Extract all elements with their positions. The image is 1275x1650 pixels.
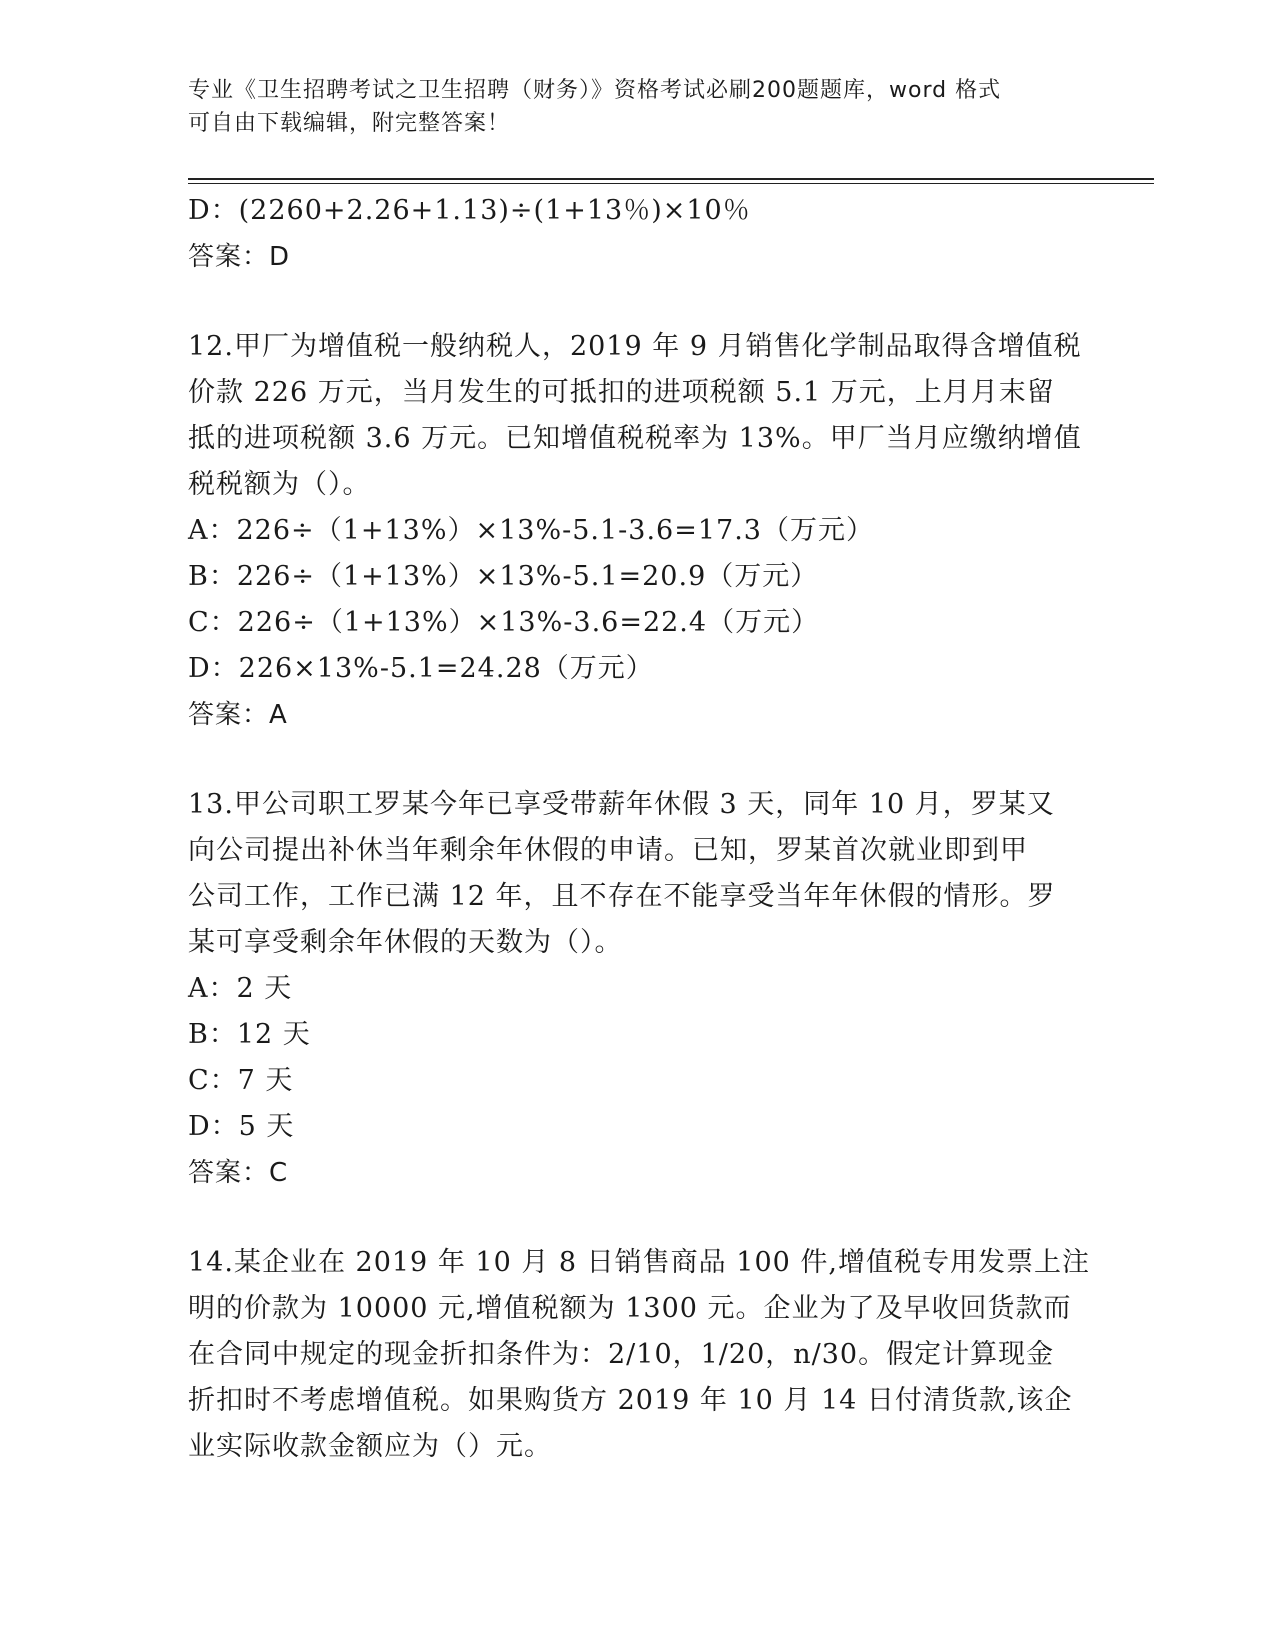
q13-option-d: D：5 天 [188,1111,295,1142]
q14-text-line: 业实际收款金额应为（）元。 [188,1431,552,1462]
spacer [188,280,1088,324]
q14-text-line: 14.某企业在 2019 年 10 月 8 日销售商品 100 件,增值税专用发票上注 [188,1247,1090,1278]
q13-text-line: 公司工作，工作已满 12 年，且不存在不能享受当年年休假的情形。罗 [188,881,1056,912]
q12-option-a: A：226÷（1+13%）×13%-5.1-3.6=17.3（万元） [188,515,874,546]
q12-option-d: D：226×13%-5.1=24.28（万元） [188,653,654,684]
q12-answer: 答案：A [188,700,288,730]
q12-text-line: 12.甲厂为增值税一般纳税人，2019 年 9 月销售化学制品取得含增值税 [188,331,1082,362]
header-divider-thick [188,178,1154,180]
q14-text-line: 在合同中规定的现金折扣条件为：2/10，1/20，n/30。假定计算现金 [188,1339,1055,1370]
header-divider-thin [188,183,1154,184]
document-body [188,188,1088,1470]
spacer [188,1196,1088,1240]
q14-text-line: 折扣时不考虑增值税。如果购货方 2019 年 10 月 14 日付清货款,该企 [188,1385,1073,1416]
document-header [188,74,1088,140]
q13-option-b: B：12 天 [188,1019,311,1050]
q13-text-line: 13.甲公司职工罗某今年已享受带薪年休假 3 天，同年 10 月，罗某又 [188,789,1055,820]
header-title-line-1: 专业《卫生招聘考试之卫生招聘（财务）》资格考试必刷200题题库，word 格式 [188,78,1002,103]
q12-text-line: 抵的进项税额 3.6 万元。已知增值税税率为 13%。甲厂当月应缴纳增值 [188,423,1082,454]
q11-answer: 答案：D [188,242,291,272]
q12-option-c: C：226÷（1+13%）×13%-3.6=22.4（万元） [188,607,820,638]
header-title-line-2: 可自由下载编辑，附完整答案！ [188,111,511,136]
question-12 [188,324,1088,738]
q13-option-a: A：2 天 [188,973,293,1004]
q11-option-d: D：(2260+2.26+1.13)÷(1+13％)×10％ [188,195,751,226]
question-11-tail [188,188,1088,280]
question-13 [188,782,1088,1196]
q13-text-line: 向公司提出补休当年剩余年休假的申请。已知，罗某首次就业即到甲 [188,835,1028,866]
q12-text-line: 税税额为（）。 [188,469,371,500]
q14-text-line: 明的价款为 10000 元,增值税额为 1300 元。企业为了及早收回货款而 [188,1293,1072,1324]
q13-answer: 答案：C [188,1158,289,1188]
question-14 [188,1240,1088,1470]
q13-text-line: 某可享受剩余年休假的天数为（）。 [188,927,623,958]
q12-option-b: B：226÷（1+13%）×13%-5.1=20.9（万元） [188,561,819,592]
q13-option-c: C：7 天 [188,1065,294,1096]
spacer [188,738,1088,782]
q12-text-line: 价款 226 万元，当月发生的可抵扣的进项税额 5.1 万元，上月月末留 [188,377,1055,408]
